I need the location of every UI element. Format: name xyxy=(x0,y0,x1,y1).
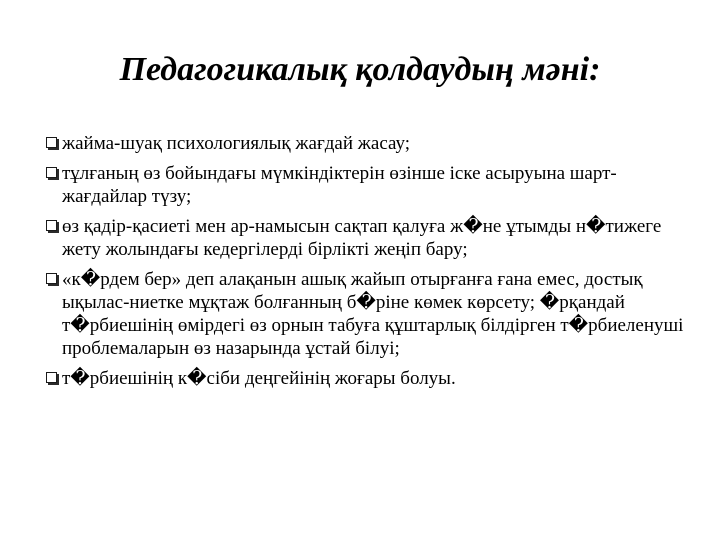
bullet-text: «к�рдем бер» деп алақанын ашық жайып отырғанға ғана емес, достық ықылас-ниетке мұқтаж болғанның б�ріне көмек көрсету; �рқандай т�рбиешінің өмірдегі өз орнын табуға құштарлық білдірген т�рбиеленуші проблемаларын өз назарында ұстай білуі; xyxy=(62,269,684,359)
bullet-list xyxy=(46,132,696,397)
hollow-square-bullet-icon xyxy=(46,167,57,178)
hollow-square-bullet-icon xyxy=(46,372,57,383)
bullet-text: өз қадір-қасиеті мен ар-намысын сақтап қалуға ж�не ұтымды н�тижеге жету жолындағы кедергілерді бірлікті жеңіп бару; xyxy=(62,216,662,260)
bullet-item xyxy=(46,215,696,261)
bullet-item xyxy=(46,132,696,155)
bullet-text: жайма-шуақ психологиялық жағдай жасау; xyxy=(62,133,410,154)
slide-title: Педагогикалық қолдаудың мәні: xyxy=(119,51,601,88)
bullet-text: тұлғаның өз бойындағы мүмкіндіктерін өзінше іске асыруына шарт-жағдайлар түзу; xyxy=(62,163,617,207)
bullet-item xyxy=(46,162,696,208)
hollow-square-bullet-icon xyxy=(46,137,57,148)
hollow-square-bullet-icon xyxy=(46,220,57,231)
hollow-square-bullet-icon xyxy=(46,273,57,284)
bullet-text: т�рбиешінің к�сіби деңгейінің жоғары болуы. xyxy=(62,368,456,389)
bullet-item xyxy=(46,268,696,360)
bullet-item xyxy=(46,367,696,390)
